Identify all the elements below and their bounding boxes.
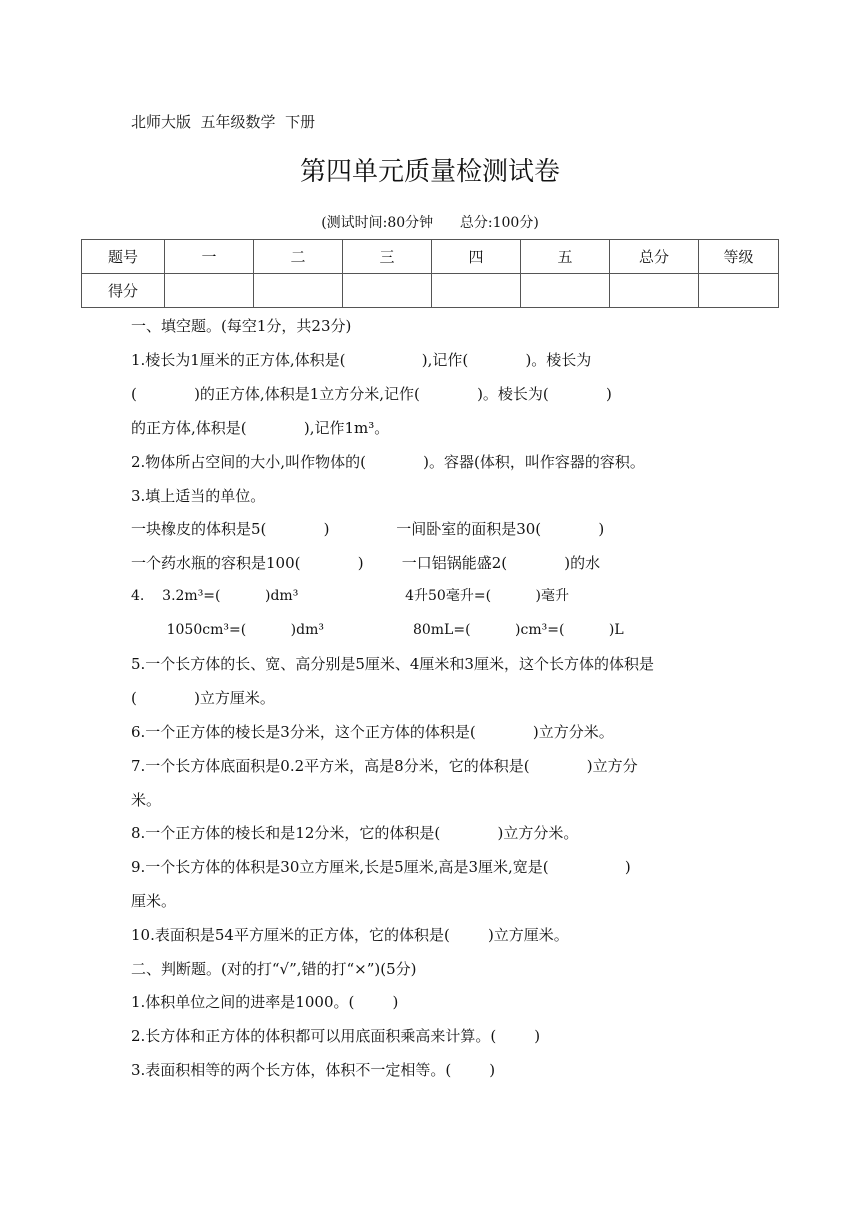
score-header-cell: 二	[254, 240, 343, 274]
question-line: 7.一个长方体底面积是0.2平方米，高是8分米，它的体积是( )立方分	[131, 757, 638, 775]
question-line: 10.表面积是54平方厘米的正方体，它的体积是( )立方厘米。	[131, 926, 569, 944]
question-line: 厘米。	[131, 892, 177, 910]
edition-header: 北师大版 五年级数学 下册	[131, 113, 316, 131]
score-cell[interactable]	[521, 274, 610, 308]
exam-title: 第四单元质量检测试卷	[299, 157, 560, 187]
score-row-label: 得分	[82, 274, 165, 308]
score-cell[interactable]	[699, 274, 779, 308]
question-line: 9.一个长方体的体积是30立方厘米,长是5厘米,高是3厘米,宽是( )	[131, 858, 631, 876]
score-header-cell: 等级	[699, 240, 779, 274]
question-line: 1.体积单位之间的进率是1000。( )	[131, 993, 399, 1011]
section-heading-fill-in: 一、填空题。(每空1分，共23分)	[131, 317, 352, 335]
score-table	[81, 239, 779, 308]
question-line: 3.填上适当的单位。	[131, 487, 266, 505]
question-line: 8.一个正方体的棱长和是12分米，它的体积是( )立方分米。	[131, 824, 579, 842]
score-cell[interactable]	[165, 274, 254, 308]
question-line: 的正方体,体积是( ),记作1m³。	[131, 419, 390, 437]
exam-subtitle: (测试时间:80分钟 总分:100分)	[321, 215, 539, 231]
score-table-score-row	[82, 274, 779, 308]
score-header-cell: 三	[343, 240, 432, 274]
question-line: 一块橡皮的体积是5( ) 一间卧室的面积是30( )	[131, 520, 605, 538]
score-header-cell: 五	[521, 240, 610, 274]
score-header-cell: 题号	[82, 240, 165, 274]
question-line: 2.长方体和正方体的体积都可以用底面积乘高来计算。( )	[131, 1027, 541, 1045]
score-header-cell: 四	[432, 240, 521, 274]
question-line: 5.一个长方体的长、宽、高分别是5厘米、4厘米和3厘米，这个长方体的体积是	[131, 655, 654, 673]
question-line: ( )立方厘米。	[131, 689, 275, 707]
question-line: 一个药水瓶的容积是100( ) 一口铝锅能盛2( )的水	[131, 554, 601, 572]
score-cell[interactable]	[254, 274, 343, 308]
question-line: 4. 3.2m³=( )dm³ 4升50毫升=( )毫升	[131, 588, 569, 604]
question-line: 1050cm³=( )dm³ 80mL=( )cm³=( )L	[131, 622, 624, 638]
score-table-header-row	[82, 240, 779, 274]
score-cell[interactable]	[610, 274, 699, 308]
score-cell[interactable]	[343, 274, 432, 308]
question-line: 1.棱长为1厘米的正方体,体积是( ),记作( )。棱长为	[131, 351, 592, 369]
score-header-cell: 总分	[610, 240, 699, 274]
score-header-cell: 一	[165, 240, 254, 274]
section-heading-true-false: 二、判断题。(对的打“√”,错的打“×”)(5分)	[131, 960, 417, 978]
question-line: 2.物体所占空间的大小,叫作物体的( )。容器(体积，叫作容器的容积。	[131, 453, 645, 471]
score-cell[interactable]	[432, 274, 521, 308]
question-line: 6.一个正方体的棱长是3分米，这个正方体的体积是( )立方分米。	[131, 723, 614, 741]
question-line: 米。	[131, 791, 162, 809]
question-line: 3.表面积相等的两个长方体，体积不一定相等。( )	[131, 1061, 496, 1079]
question-line: ( )的正方体,体积是1立方分米,记作( )。棱长为( )	[131, 385, 612, 403]
